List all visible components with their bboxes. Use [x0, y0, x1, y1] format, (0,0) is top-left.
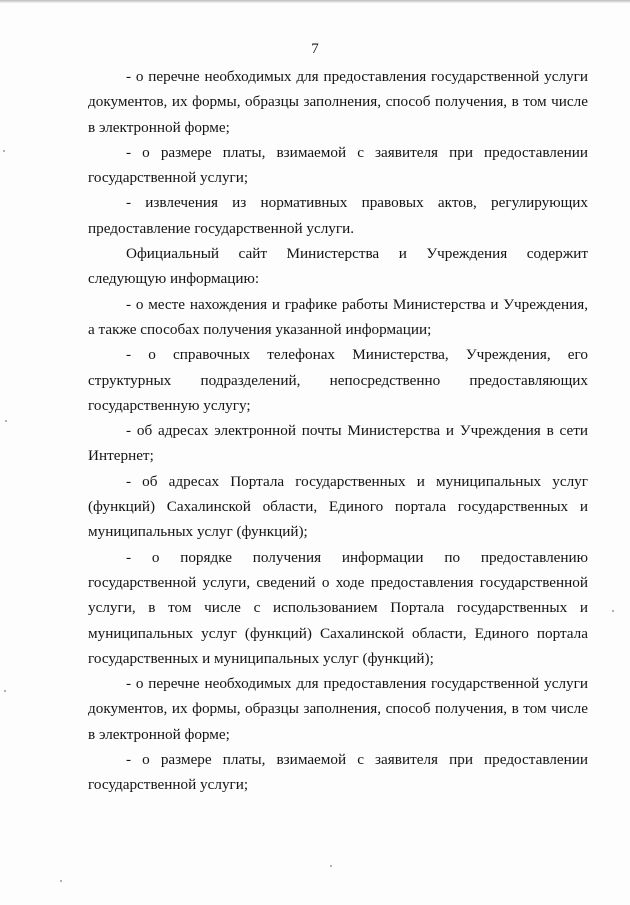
scan-edge — [0, 0, 630, 3]
paragraph: Официальный сайт Министерства и Учреждения содержит следующую информацию: — [88, 245, 588, 288]
paragraph: - о перечне необходимых для предоставления государственной услуги документов, их формы, образцы заполнения, способ получения, в том числе в электронной форме; — [88, 68, 588, 136]
scan-speck — [60, 880, 62, 882]
paragraph: - об адресах Портала государственных и муниципальных услуг (функций) Сахалинской области, Единого портала государственных и муниципальных услуг (функций); — [88, 472, 588, 541]
document-body — [88, 64, 588, 798]
paragraph: - о справочных телефонах Министерства, Учреждения, его структурных подразделений, непосредственно предоставляющих государственную услугу; — [88, 346, 588, 414]
paragraph: - извлечения из нормативных правовых актов, регулирующих предоставление государственной услуги. — [88, 194, 588, 237]
page-number: 7 — [311, 41, 319, 57]
paragraph: - о месте нахождения и графике работы Министерства и Учреждения, а также способах получения указанной информации; — [88, 295, 588, 338]
scan-speck — [612, 610, 614, 612]
scan-speck — [3, 150, 5, 152]
paragraph: - о порядке получения информации по предоставлению государственной услуги, сведений о ходе предоставления государственной услуги, в том числе с использованием Портала государственных и муниципальных услуг (функций) Сахалинской области, Единого портала государственных и муниципальных услуг (функций); — [88, 548, 588, 667]
scan-speck — [4, 690, 6, 692]
paragraph: - о размере платы, взимаемой с заявителя при предоставлении государственной услуги; — [88, 751, 588, 794]
paragraph: - о размере платы, взимаемой с заявителя при предоставлении государственной услуги; — [88, 143, 588, 187]
scan-speck — [5, 420, 7, 422]
paragraph: - о перечне необходимых для предоставления государственной услуги документов, их формы, образцы заполнения, способ получения, в том числе в электронной форме; — [88, 675, 588, 743]
paragraph: - об адресах электронной почты Министерства и Учреждения в сети Интернет; — [88, 422, 588, 465]
scan-speck — [330, 865, 332, 867]
